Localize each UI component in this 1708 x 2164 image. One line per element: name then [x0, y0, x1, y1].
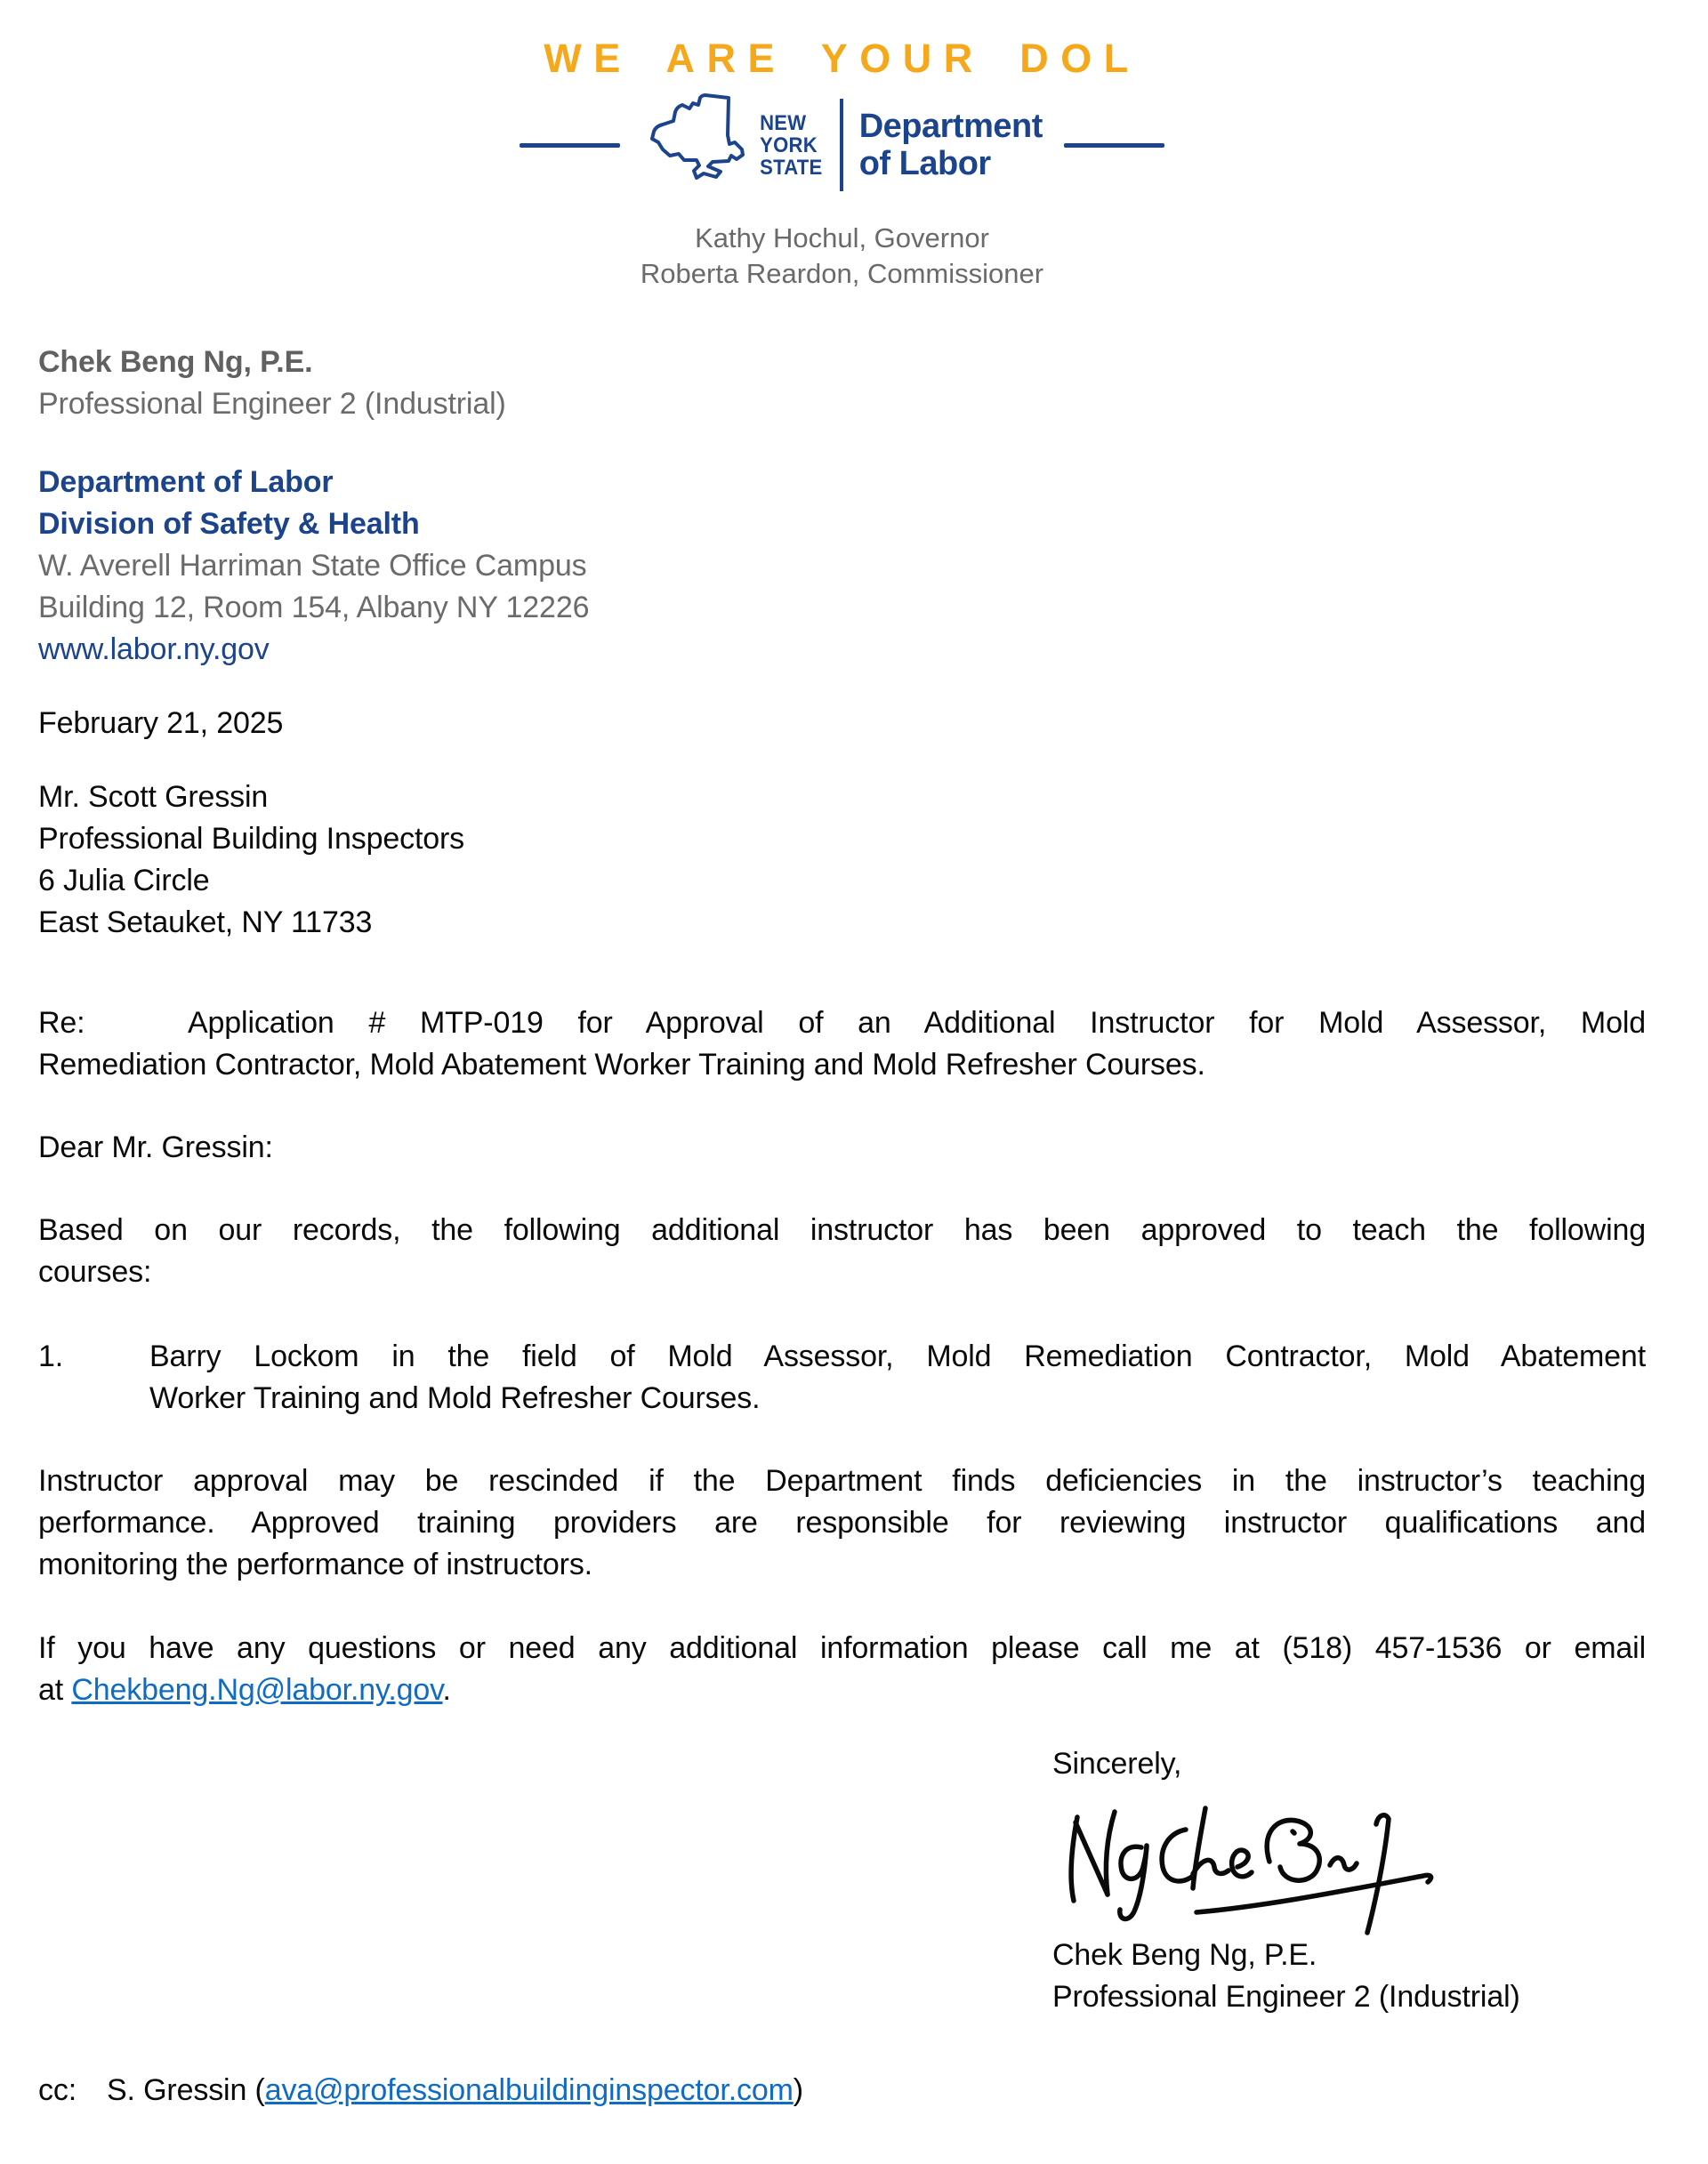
officials-block — [38, 221, 1646, 292]
cc-label: cc: — [38, 2073, 77, 2107]
item-1-number: 1. — [38, 1339, 64, 1373]
recipient-address-2: East Setauket, NY 11733 — [38, 905, 373, 939]
closing-sincerely: Sincerely, — [1052, 1747, 1182, 1781]
division-name: Division of Safety & Health — [38, 507, 420, 541]
paragraph-2-line-3: monitoring the performance of instructors. — [38, 1548, 592, 1581]
letter-date: February 21, 2025 — [38, 706, 284, 740]
agency-address-1: W. Averell Harriman State Office Campus — [38, 549, 587, 583]
re-label: Re: — [38, 1006, 85, 1040]
recipient-company: Professional Building Inspectors — [38, 822, 465, 856]
recipient-name: Mr. Scott Gressin — [38, 780, 269, 814]
date-block — [38, 703, 1646, 744]
closing-block — [1052, 1743, 1646, 2018]
paragraph-2-line-2: performance. Approved training providers are responsible for reviewing instructor qualifications and — [38, 1506, 1646, 1540]
logo-dept-line: of Labor — [858, 145, 991, 182]
sender-name: Chek Beng Ng, P.E. — [38, 345, 313, 379]
logo-dept-line: Department — [858, 108, 1043, 145]
logo-left-rule — [520, 143, 620, 148]
agency-website-line — [38, 629, 1646, 671]
cc-line — [38, 2070, 1646, 2112]
paragraph-3 — [38, 1628, 1646, 1711]
item-1-line-2: Worker Training and Mold Refresher Courses. — [149, 1381, 761, 1415]
logo-state-line: YORK — [760, 133, 818, 157]
cc-suffix: ) — [793, 2073, 803, 2107]
sender-email-link[interactable]: Chekbeng.Ng@labor.ny.gov — [71, 1673, 443, 1707]
logo-divider — [840, 99, 843, 191]
logo-state-line: STATE — [760, 155, 823, 180]
dol-logo — [38, 89, 1646, 201]
commissioner-line: Roberta Reardon, Commissioner — [640, 258, 1044, 289]
signer-name: Chek Beng Ng, P.E. — [1052, 1938, 1317, 1972]
banner-slogan: WE ARE YOUR DOL — [544, 36, 1140, 81]
email-line-prefix: at — [38, 1673, 72, 1707]
ny-state-map-icon — [643, 93, 752, 197]
salutation-text: Dear Mr. Gressin: — [38, 1130, 273, 1164]
governor-line: Kathy Hochul, Governor — [695, 222, 989, 253]
cc-name: S. Gressin ( — [107, 2073, 265, 2107]
subject-line-1 — [38, 1002, 1646, 1044]
numbered-item-1 — [38, 1336, 1646, 1420]
cc-email-link[interactable]: ava@professionalbuildinginspector.com — [264, 2073, 794, 2107]
recipient-address-1: 6 Julia Circle — [38, 864, 210, 897]
subject-block — [38, 1002, 1646, 1086]
paragraph-3-line-1: If you have any questions or need any additional information please call me at (518) 457-1536 or email — [38, 1631, 1646, 1665]
agency-address-2: Building 12, Room 154, Albany NY 12226 — [38, 591, 590, 624]
item-1-line-1 — [38, 1336, 1646, 1378]
cc-block — [38, 2070, 1646, 2112]
paragraph-1 — [38, 1210, 1646, 1293]
signer-title: Professional Engineer 2 (Industrial) — [1052, 1980, 1520, 2014]
logo-right-rule — [1064, 143, 1164, 148]
paragraph-1-line-1: Based on our records, the following additional instructor has been approved to teach the following — [38, 1213, 1646, 1247]
item-1-text: Barry Lockom in the field of Mold Assessor, Mold Remediation Contractor, Mold Abatement — [149, 1339, 1646, 1373]
agency-website-link[interactable]: www.labor.ny.gov — [38, 632, 270, 666]
subject-text-1: Application # MTP-019 for Approval of an Additional Instructor for Mold Assessor, Mold — [188, 1006, 1646, 1040]
agency-block — [38, 462, 1646, 671]
email-line-suffix: . — [442, 1673, 451, 1707]
paragraph-3-line-2 — [38, 1669, 1646, 1711]
sender-title: Professional Engineer 2 (Industrial) — [38, 387, 506, 421]
recipient-block — [38, 776, 1646, 944]
sender-block — [38, 342, 1646, 425]
subject-line-2: Remediation Contractor, Mold Abatement Worker Training and Mold Refresher Courses. — [38, 1048, 1205, 1082]
logo-dept-name — [859, 108, 1043, 182]
salutation-block — [38, 1127, 1646, 1169]
paragraph-2-line-1: Instructor approval may be rescinded if the Department finds deficiencies in the instructor’s teaching — [38, 1464, 1646, 1498]
paragraph-2 — [38, 1460, 1646, 1586]
signature-image — [1063, 1792, 1490, 1943]
paragraph-1-line-2: courses: — [38, 1255, 152, 1289]
agency-name: Department of Labor — [38, 465, 334, 499]
logo-state-line: NEW — [760, 110, 807, 135]
logo-state-name — [760, 112, 822, 179]
